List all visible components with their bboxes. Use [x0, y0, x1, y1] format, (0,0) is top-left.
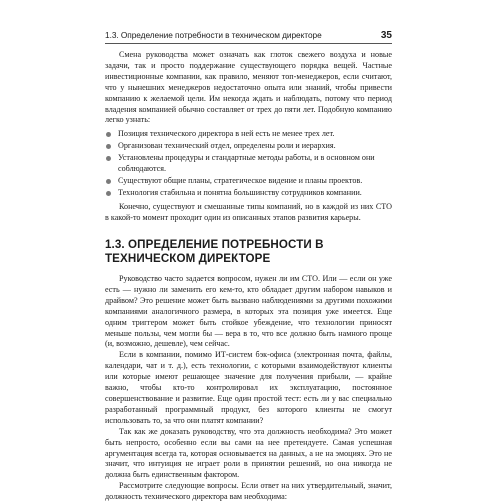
bullet-icon	[106, 132, 111, 137]
list-item: Существуют общие планы, стратегическое видение и планы проектов.	[105, 176, 392, 187]
running-head: 1.3. Определение потребности в техническом директоре	[105, 30, 322, 40]
paragraph-section-1: Руководство часто задается вопросом, нужен ли им СТО. Или — если он уже есть — нужно ли заменить его кем-то, кто обладает другим набором навыков и драйвом? Это решение может быть вызвано наблюдениями за другими похожими компаниями аналогичного размера, в которых эта позиция уже имеется. Еще одним триггером может быть стойкое убеждение, что технологии приносят меньше пользы, чем могли бы — вера в то, что все должно быть намного проще (и, возможно, дешевле), чем сейчас.	[105, 274, 392, 349]
paragraph-section-2: Если в компании, помимо ИТ-систем бэк-офиса (электронная почта, файлы, календари, чат и т. д.), есть технологии, с которыми взаимодействуют клиенты или которые имеют решающее значение для получения прибыли, — крайне важно, чтобы кто-то контролировал их эксплуатацию, постоянное совершенствование и развитие. Еще один простой тест: есть ли у вас специально разработанный программный продукт, без которого клиенты не смогут использовать то, за что они платят компании?	[105, 350, 392, 425]
list-item: Позиция технического директора в ней есть не менее трех лет.	[105, 129, 392, 140]
list-item: Технология стабильна и понятна большинству сотрудников компании.	[105, 188, 392, 199]
section-heading: 1.3. ОПРЕДЕЛЕНИЕ ПОТРЕБНОСТИ В ТЕХНИЧЕСКОМ ДИРЕКТОРЕ	[105, 237, 324, 265]
page-number: 35	[380, 30, 392, 41]
list-item: Установлены процедуры и стандартные методы работы, и в основном они соблюдаются.	[105, 153, 392, 175]
bullet-list	[105, 129, 392, 198]
bullet-icon	[106, 156, 111, 161]
list-item: Организован технический отдел, определены роли и иерархия.	[105, 141, 392, 152]
page-header	[105, 30, 392, 44]
bullet-icon	[106, 144, 111, 149]
paragraph-section-3: Так как же доказать руководству, что эта должность необходима? Это может быть непросто, особенно если вы сами на нее претендуете. Самая успешная аргументация всегда та, которая основывается на данных, а не на эмоциях. Это не значит, что интуиция не играет роли в принятии решений, но она никогда не должна быть единственным фактором.	[105, 426, 392, 480]
paragraph-intro: Смена руководства может означать как глоток свежего воздуха и новые задачи, так и просто поддержание существующего порядка вещей. Частные инвестиционные компании, как правило, меняют топ-менеджеров, если считают, что у нынешних менеджеров недостаточно опыта или знаний, чтобы привести компанию к желаемой цели. Им некогда ждать и наблюдать, потому что период владения компанией обычно составляет от трех до пяти лет. Подобную компанию легко узнать:	[105, 50, 392, 125]
bullet-icon	[106, 191, 111, 196]
page-body	[105, 50, 392, 503]
paragraph-mixed-types: Конечно, существуют и смешанные типы компаний, но в каждой из них СТО в какой-то момент проходит один из описанных этапов развития карьеры.	[105, 201, 392, 222]
bullet-icon	[106, 179, 111, 184]
paragraph-section-4: Рассмотрите следующие вопросы. Если ответ на них утвердительный, значит, должность технического директора вам необходима:	[105, 481, 392, 502]
